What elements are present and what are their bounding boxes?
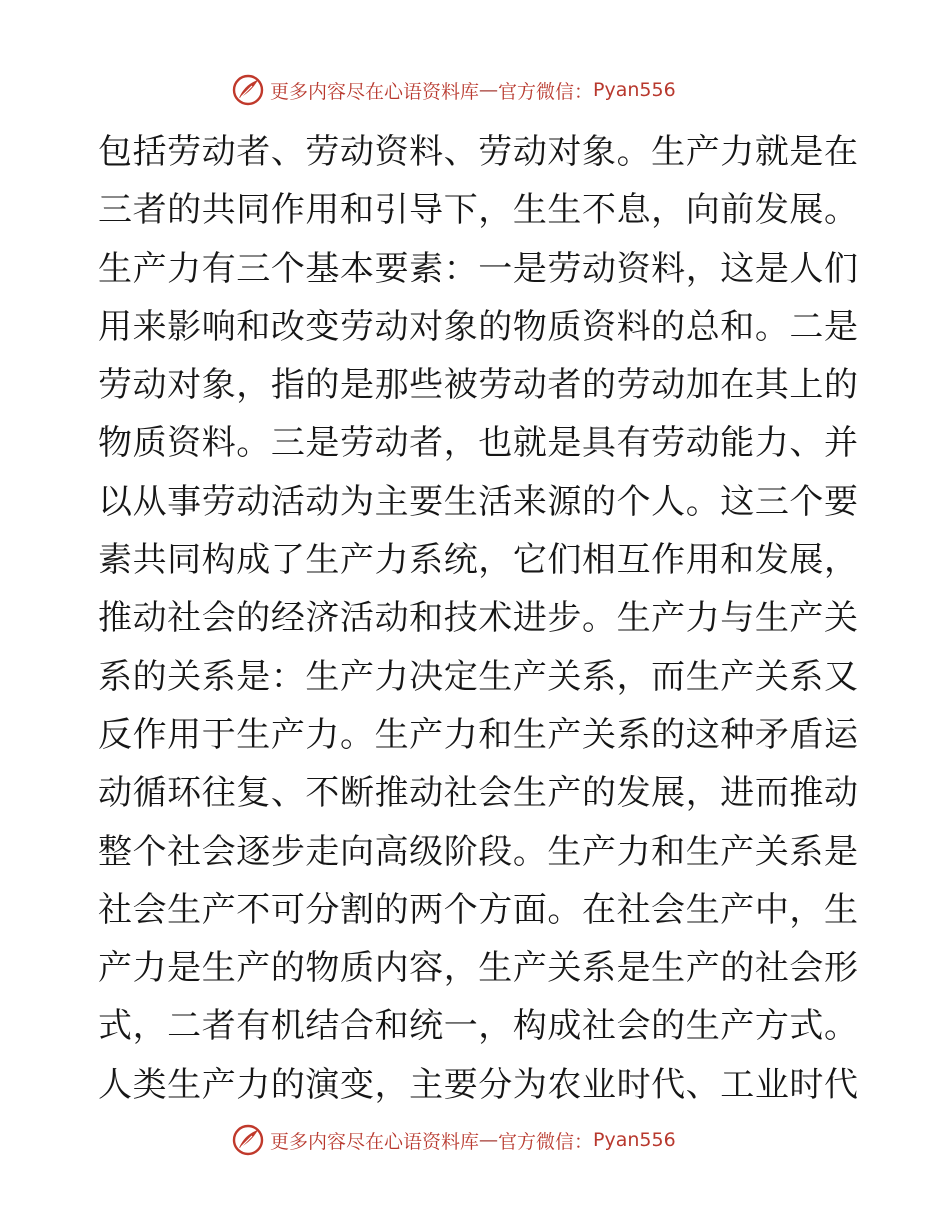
footer-wechat-label: 官方微信： [498, 1130, 594, 1153]
body-line: 用来影响和改变劳动对象的物质资料的总和。二是 [98, 306, 858, 347]
footer-title: 更多内容尽在心语资料库 [270, 1130, 480, 1153]
body-line: 三者的共同作用和引导下，生生不息，向前发展。 [98, 190, 858, 231]
body-line: 产力是生产的物质内容，生产关系是生产的社会形 [98, 948, 858, 989]
body-line: 生产力有三个基本要素：一是劳动资料，这是人们 [98, 248, 858, 289]
body-line: 反作用于生产力。生产力和生产关系的这种矛盾运 [98, 714, 858, 755]
body-line: 包括劳动者、劳动资料、劳动对象。生产力就是在 [98, 132, 858, 172]
body-line: 劳动对象，指的是那些被劳动者的劳动加在其上的 [98, 365, 858, 406]
body-line: 以从事劳动活动为主要生活来源的个人。这三个要 [98, 481, 858, 522]
body-line: 式，二者有机结合和统一，构成社会的生产方式。 [98, 1006, 858, 1047]
body-line: 整个社会逐步走向高级阶段。生产力和生产关系是 [98, 831, 858, 872]
body-line: 系的关系是：生产力决定生产关系，而生产关系又 [98, 656, 858, 697]
footer-separator: — [479, 1129, 499, 1151]
header-wechat-label: 官方微信： [498, 80, 594, 103]
document-body [98, 123, 858, 1114]
body-line: 物质资料。三是劳动者，也就是具有劳动能力、并 [98, 423, 858, 464]
header-separator: — [479, 79, 499, 101]
body-line: 素共同构成了生产力系统，它们相互作用和发展， [98, 540, 858, 581]
footer-wechat-id: Pyan556 [593, 1129, 676, 1151]
header-banner [232, 74, 676, 106]
body-line: 推动社会的经济活动和技术进步。生产力与生产关 [98, 598, 858, 639]
quill-logo-icon [232, 74, 264, 106]
body-line: 社会生产不可分割的两个方面。在社会生产中，生 [98, 889, 858, 930]
header-wechat-id: Pyan556 [593, 79, 676, 101]
body-line: 动循环往复、不断推动社会生产的发展，进而推动 [98, 773, 858, 814]
footer-banner [232, 1124, 676, 1156]
header-title: 更多内容尽在心语资料库 [270, 80, 480, 103]
quill-logo-icon [232, 1124, 264, 1156]
body-line: 人类生产力的演变，主要分为农业时代、工业时代 [98, 1064, 858, 1105]
